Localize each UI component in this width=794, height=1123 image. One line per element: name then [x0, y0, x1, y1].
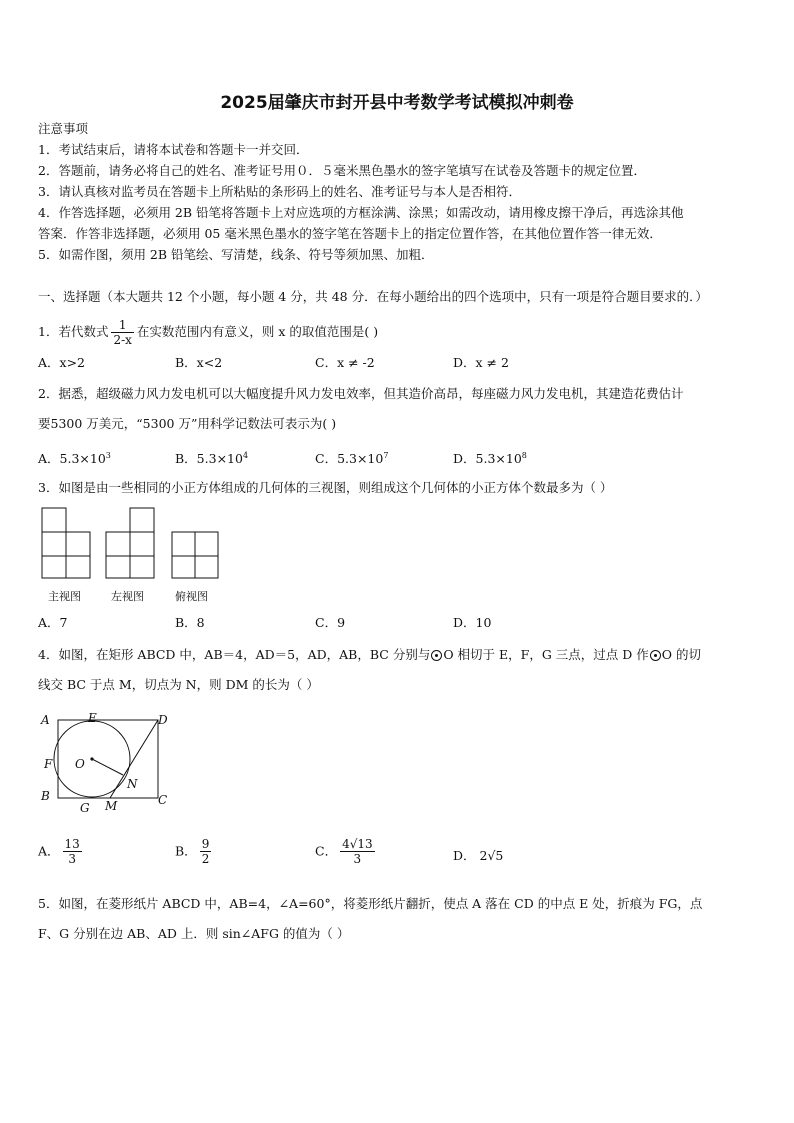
- question-5-line1: 5．如图，在菱形纸片 ABCD 中，AB=4，∠A=60°，将菱形纸片翻折，使点 A 落在 CD 的中点 E 处，折痕为 FG，点: [38, 896, 703, 911]
- label-n: N: [127, 777, 138, 791]
- notice-item: 1．考试结束后，请将本试卷和答题卡一并交回．: [38, 142, 309, 157]
- q4-option-d-value: 2√5: [479, 848, 504, 863]
- q2-option-d-label: D．5.3×10: [453, 451, 522, 467]
- q3-option-c[interactable]: C．9: [315, 615, 346, 630]
- notice-heading: 注意事项: [38, 121, 89, 136]
- q4-option-d-prefix: D．: [453, 848, 476, 863]
- q2-option-b[interactable]: [175, 447, 248, 468]
- q4-option-a[interactable]: [38, 837, 85, 866]
- notice-item: 3．请认真核对监考员在答题卡上所粘贴的条形码上的姓名、准考证号与本人是否相符．: [38, 184, 521, 199]
- q4-option-c-num: 4√13: [342, 837, 373, 851]
- three-view-drawing: [38, 502, 220, 588]
- label-m: M: [105, 799, 118, 813]
- front-view-label: 主视图: [48, 590, 81, 603]
- q3-option-a[interactable]: A．7: [38, 615, 68, 630]
- question-4-line2: 线交 BC 于点 M，切点为 N，则 DM 的长为（ ）: [38, 677, 319, 692]
- q4-option-c-prefix: C．: [315, 843, 338, 859]
- label-f: F: [44, 757, 53, 771]
- section-heading: 一、选择题（本大题共 12 个小题，每小题 4 分，共 48 分．在每小题给出的四个选项中，只有一项是符合题目要求的．）: [38, 289, 708, 304]
- q4-text-b: O 相切于 E，F，G 三点，过点 D 作: [443, 647, 649, 662]
- label-c: C: [158, 793, 168, 807]
- notice-item: 5．如需作图，须用 2B 铅笔绘、写清楚，线条、符号等须加黑、加粗．: [38, 247, 434, 262]
- label-o: O: [75, 757, 85, 771]
- q4-option-a-den: 3: [68, 852, 76, 866]
- question-2-line2: 要5300 万美元，“5300 万”用科学记数法可表示为( ): [38, 416, 337, 431]
- q2-option-a-label: A．5.3×10: [38, 451, 106, 467]
- top-view-label: 俯视图: [175, 590, 208, 603]
- geometry-drawing: [38, 708, 178, 818]
- q4-option-c[interactable]: [315, 837, 378, 866]
- q4-option-c-den: 3: [353, 852, 362, 866]
- circle-dot-symbol: [650, 650, 661, 661]
- q4-option-b-num: 9: [201, 837, 210, 851]
- page-title: 2025届肇庆市封开县中考数学考试模拟冲刺卷: [220, 93, 574, 113]
- question-4-line1: [38, 646, 701, 664]
- label-e: E: [88, 711, 97, 725]
- label-b: B: [41, 789, 50, 803]
- q1-option-c[interactable]: C．x ≠ -2: [315, 355, 375, 370]
- q2-option-c-label: C．5.3×10: [315, 451, 384, 467]
- q1-option-b[interactable]: B．x<2: [175, 355, 223, 370]
- side-view-label: 左视图: [111, 590, 144, 603]
- q4-option-a-prefix: A．: [38, 843, 60, 859]
- q1-frac-den: 2-x: [113, 333, 132, 347]
- q3-option-d[interactable]: D．10: [453, 615, 492, 630]
- question-1: [38, 318, 378, 347]
- q4-option-b-den: 2: [201, 852, 210, 866]
- q2-option-c-exp: 7: [383, 451, 389, 460]
- three-view-figure: [38, 502, 220, 606]
- q2-option-a[interactable]: [38, 447, 111, 468]
- label-a: A: [41, 713, 50, 727]
- question-5-line2: F、G 分别在边 AB、AD 上．则 sin∠AFG 的值为（ ）: [38, 926, 350, 941]
- label-d: D: [158, 713, 168, 727]
- q4-option-b-prefix: B．: [175, 843, 197, 859]
- q3-option-b[interactable]: B．8: [175, 615, 205, 630]
- circle-dot-symbol: [431, 650, 442, 661]
- q1-fraction: [111, 318, 133, 347]
- q4-text-c: O 的切: [661, 647, 701, 662]
- q1-suffix: 在实数范围内有意义，则 x 的取值范围是( ): [136, 324, 379, 339]
- question-2-line1: 2．据悉，超级磁力风力发电机可以大幅度提升风力发电效率，但其造价高昂，每座磁力风力发电机，其建造花费估计: [38, 386, 684, 401]
- q2-option-b-exp: 4: [242, 451, 249, 460]
- q4-option-d[interactable]: [453, 847, 503, 865]
- q4-text-a: 4．如图，在矩形 ABCD 中，AB＝4，AD＝5，AD，AB，BC 分别与: [38, 647, 431, 662]
- question-3: 3．如图是由一些相同的小正方体组成的几何体的三视图，则组成这个几何体的小正方体个数最多为（ ）: [38, 480, 613, 495]
- q1-option-d[interactable]: D．x ≠ 2: [453, 355, 509, 370]
- notice-item: 答案．作答非选择题，必须用 05 毫米黑色墨水的签字笔在答题卡上的指定位置作答，在其他位置作答一律无效．: [38, 226, 662, 241]
- rectangle-circle-figure: [38, 708, 178, 818]
- q4-option-a-num: 13: [64, 837, 80, 851]
- q2-option-b-label: B．5.3×10: [175, 451, 243, 467]
- q1-frac-num: 1: [111, 318, 133, 333]
- q2-option-d[interactable]: [453, 447, 527, 468]
- notice-item: 2．答题前，请务必将自己的姓名、准考证号用０．５毫米黑色墨水的签字笔填写在试卷及答题卡的规定位置．: [38, 163, 646, 178]
- q2-option-c[interactable]: [315, 447, 388, 468]
- q1-option-a[interactable]: A．x>2: [38, 355, 86, 370]
- q4-option-b-fraction: [200, 837, 212, 866]
- q1-prefix: 1．若代数式: [38, 324, 109, 339]
- q4-option-b[interactable]: [175, 837, 214, 866]
- q4-option-a-fraction: [63, 837, 82, 866]
- notice-item: 4．作答选择题，必须用 2B 铅笔将答题卡上对应选项的方框涂满、涂黑；如需改动，请用橡皮擦干净后，再选涂其他: [38, 205, 684, 220]
- q2-option-d-exp: 8: [521, 451, 527, 460]
- q4-option-c-fraction: [340, 837, 375, 866]
- label-g: G: [80, 801, 90, 815]
- q2-option-a-exp: 3: [105, 451, 111, 460]
